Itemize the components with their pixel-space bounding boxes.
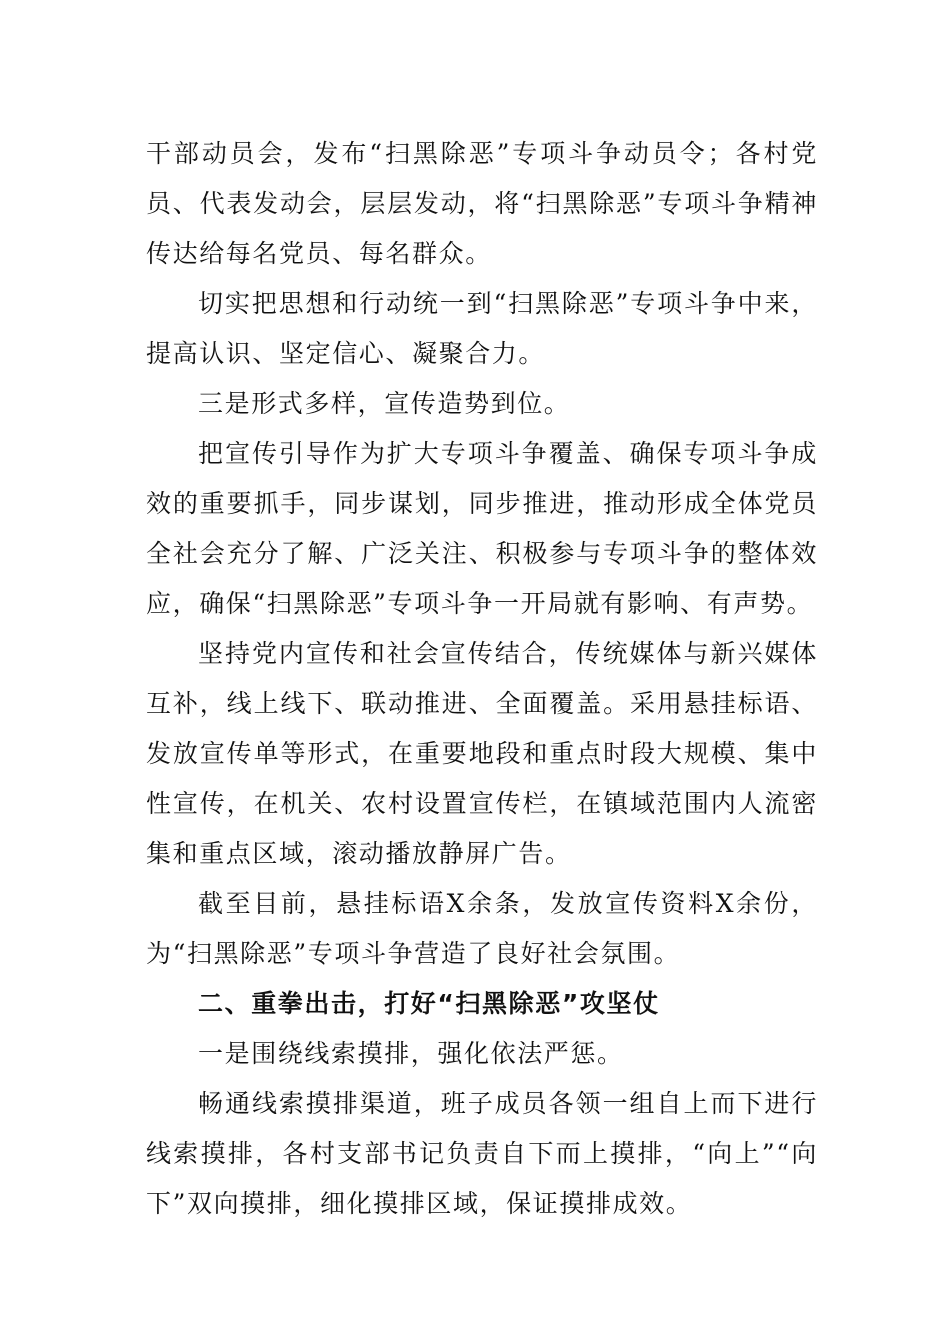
paragraph: 一是围绕线索摸排，强化依法严惩。: [198, 1039, 624, 1068]
paragraph: 三是形式多样，宣传造势到位。: [198, 389, 571, 418]
section-heading: 二、重拳出击，打好“扫黑除恶”攻坚仗: [198, 989, 660, 1018]
document-body: [146, 129, 818, 1229]
paragraph: 切实把思想和行动统一到“扫黑除恶”专项斗争中来，提高认识、坚定信心、凝聚合力。: [146, 289, 818, 368]
paragraph: 畅通线索摸排渠道，班子成员各领一组自上而下进行线索摸排，各村支部书记负责自下而上摸排，“向上”“向下”双向摸排，细化摸排区域，保证摸排成效。: [146, 1089, 818, 1218]
paragraph-continuation: 干部动员会，发布“扫黑除恶”专项斗争动员令；各村党员、代表发动会，层层发动，将“扫黑除恶”专项斗争精神传达给每名党员、每名群众。: [146, 139, 818, 268]
paragraph: 把宣传引导作为扩大专项斗争覆盖、确保专项斗争成效的重要抓手，同步谋划，同步推进，推动形成全体党员全社会充分了解、广泛关注、积极参与专项斗争的整体效应，确保“扫黑除恶”专项斗争一开局就有影响、有声势。: [146, 439, 818, 618]
paragraph: 坚持党内宣传和社会宣传结合，传统媒体与新兴媒体互补，线上线下、联动推进、全面覆盖。采用悬挂标语、发放宣传单等形式，在重要地段和重点时段大规模、集中性宣传，在机关、农村设置宣传栏，在镇域范围内人流密集和重点区域，滚动播放静屏广告。: [146, 639, 818, 868]
paragraph: 截至目前，悬挂标语X余条，发放宣传资料X余份，为“扫黑除恶”专项斗争营造了良好社会氛围。: [146, 889, 818, 968]
